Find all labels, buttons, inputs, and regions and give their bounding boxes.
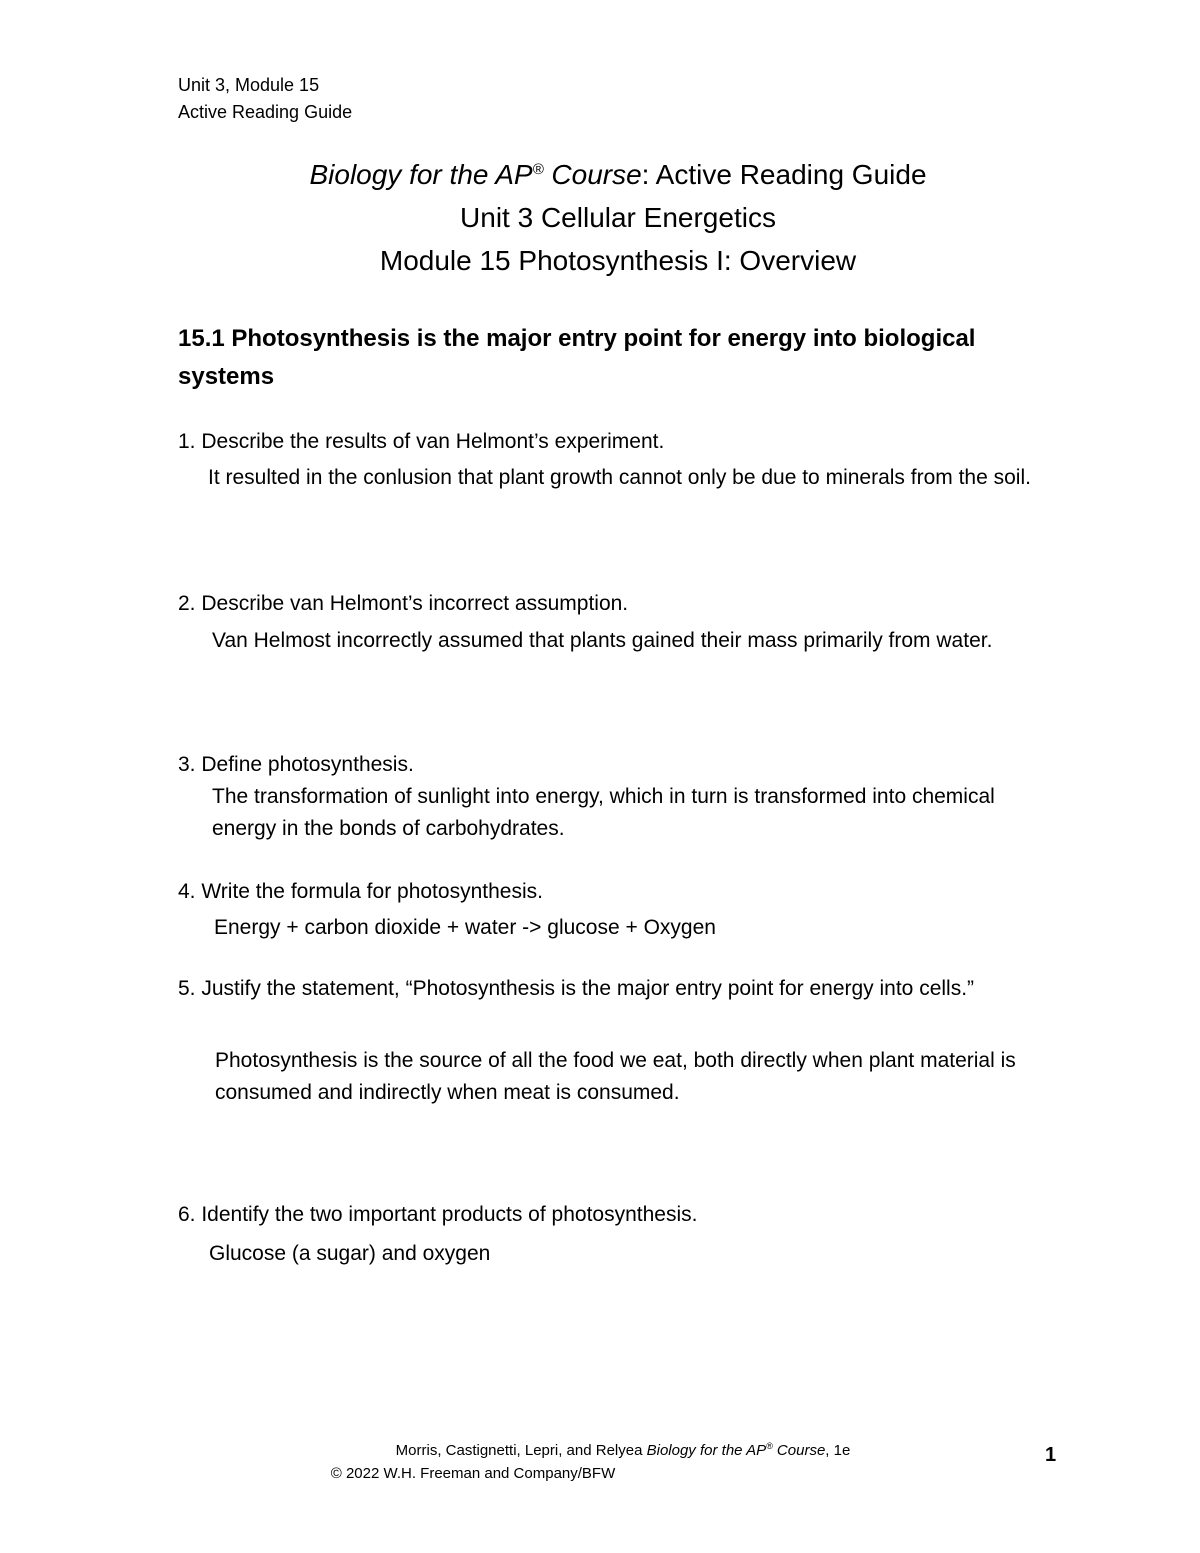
running-header-unit: Unit 3, Module 15 — [178, 75, 320, 95]
question-1-prompt: 1. Describe the results of van Helmont’s experiment. — [178, 430, 665, 453]
question-3-prompt: 3. Define photosynthesis. — [178, 753, 414, 776]
module-title: Module 15 Photosynthesis I: Overview — [379, 245, 857, 276]
question-2-prompt: 2. Describe van Helmont’s incorrect assumption. — [178, 592, 629, 615]
document-title — [0, 154, 1200, 196]
title-book-name: Biology for the AP — [309, 159, 533, 190]
question-6-prompt: 6. Identify the two important products of photosynthesis. — [178, 1203, 698, 1226]
footer-edition: , 1e — [825, 1442, 851, 1459]
footer-citation — [0, 1440, 1200, 1462]
question-5-prompt: 5. Justify the statement, “Photosynthesis is the major entry point for energy into cells.” — [178, 977, 975, 1000]
question-2-answer: Van Helmost incorrectly assumed that plants gained their mass primarily from water. — [212, 629, 993, 652]
question-3-answer: The transformation of sunlight into energy, which in turn is transformed into chemical energy in the bonds of carbohydrates. — [212, 785, 995, 840]
footer-copyright: © 2022 W.H. Freeman and Company/BFW — [330, 1465, 616, 1482]
title-guide-suffix: : Active Reading Guide — [641, 159, 927, 190]
title-registered-mark: ® — [532, 161, 544, 178]
question-6-answer: Glucose (a sugar) and oxygen — [209, 1242, 491, 1265]
question-5-answer: Photosynthesis is the source of all the food we eat, both directly when plant material is consumed and indirectly when meat is consumed. — [215, 1049, 1016, 1104]
footer-authors: Morris, Castignetti, Lepri, and Relyea — [395, 1442, 647, 1459]
question-4-answer: Energy + carbon dioxide + water -> glucose + Oxygen — [214, 916, 716, 939]
question-1-answer: It resulted in the conlusion that plant growth cannot only be due to minerals from the soil. — [208, 466, 1031, 489]
question-4-prompt: 4. Write the formula for photosynthesis. — [178, 880, 543, 903]
unit-title: Unit 3 Cellular Energetics — [460, 202, 776, 233]
footer-course-word: Course — [772, 1442, 826, 1459]
page-number: 1 — [1045, 1444, 1057, 1466]
footer-book-name: Biology for the AP — [646, 1442, 767, 1459]
footer-registered-mark: ® — [766, 1441, 773, 1451]
title-course-word: Course — [543, 159, 642, 190]
section-heading: 15.1 Photosynthesis is the major entry point for energy into biological systems — [178, 325, 976, 390]
running-header-guide: Active Reading Guide — [178, 102, 353, 122]
